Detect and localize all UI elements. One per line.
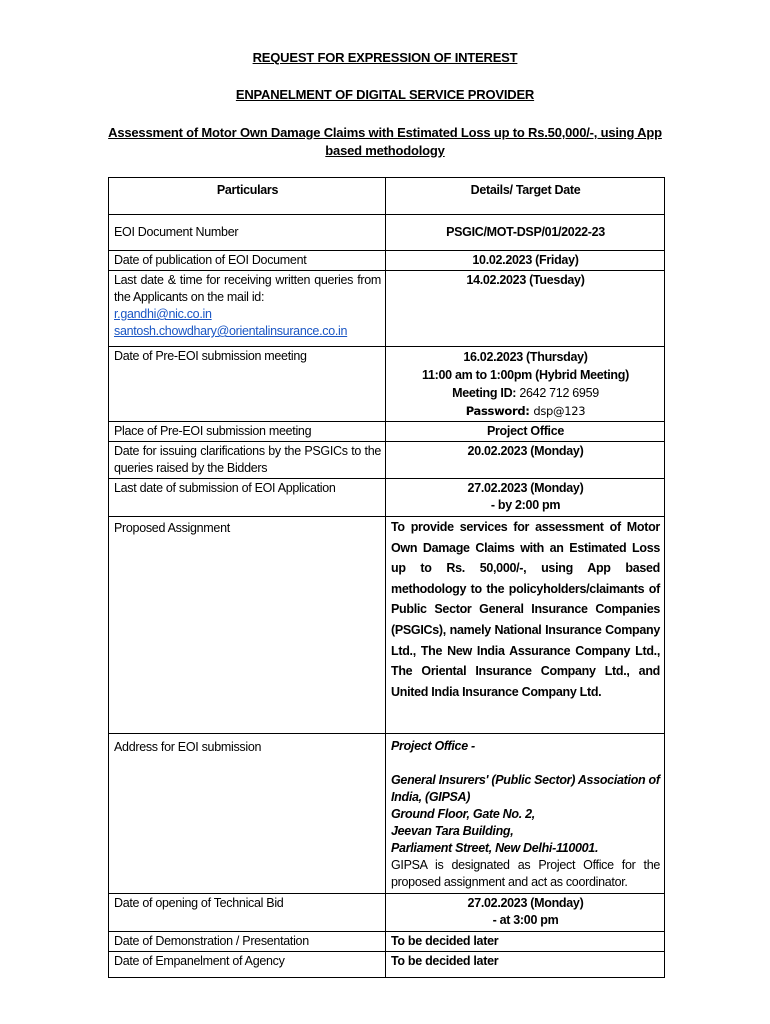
address-line: Project Office - [391, 739, 475, 753]
row-value: 14.02.2023 (Tuesday) [386, 271, 665, 347]
address-note: GIPSA is designated as Project Office for the proposed assignment and act as coordinator. [391, 858, 660, 889]
row-label: Date of Empanelment of Agency [109, 952, 386, 978]
table-row [109, 422, 665, 442]
header-particulars: Particulars [109, 178, 386, 215]
meeting-password: Password: dsp@123 [465, 404, 586, 418]
table-row [109, 734, 665, 894]
row-label: Last date of submission of EOI Application [109, 479, 386, 517]
row-value: 20.02.2023 (Monday) [386, 442, 665, 479]
meeting-time: 11:00 am to 1:00pm (Hybrid Meeting) [422, 368, 629, 382]
queries-label: Last date & time for receiving written queries from the Applicants on the mail id: [114, 273, 381, 304]
row-label: Date of Pre-EOI submission meeting [109, 347, 386, 422]
table-row [109, 251, 665, 271]
row-label: Place of Pre-EOI submission meeting [109, 422, 386, 442]
row-label [109, 271, 386, 347]
document-subtitle: ENPANELMENT OF DIGITAL SERVICE PROVIDER [235, 87, 535, 102]
row-label: Date of Demonstration / Presentation [109, 932, 386, 952]
row-value: 10.02.2023 (Friday) [386, 251, 665, 271]
table-row [109, 952, 665, 978]
row-value: Project Office [386, 422, 665, 442]
table-header-row [109, 178, 665, 215]
address-line: Ground Floor, Gate No. 2, [391, 807, 535, 821]
row-value: To provide services for assessment of Motor Own Damage Claims with an Estimated Loss up to Rs. 50,000/-, using App based methodology to the policyholders/claimants of Public Sector General Insurance Companies (PSGICs), namely National Insurance Company Ltd., The New India Assurance Company Ltd., The Oriental Insurance Company Ltd., and United India Insurance Company Ltd. [386, 517, 665, 734]
document-title: REQUEST FOR EXPRESSION OF INTEREST [252, 50, 518, 65]
row-label: Date of publication of EOI Document [109, 251, 386, 271]
email-link-chowdhary[interactable]: santosh.chowdhary@orientalinsurance.co.in [114, 324, 348, 338]
table-row [109, 517, 665, 734]
table-row [109, 442, 665, 479]
address-line: Parliament Street, New Delhi-110001. [391, 841, 599, 855]
table-row [109, 479, 665, 517]
row-label: Date of opening of Technical Bid [109, 894, 386, 932]
row-value [386, 734, 665, 894]
row-value: PSGIC/MOT-DSP/01/2022-23 [386, 215, 665, 251]
row-value: To be decided later [386, 932, 665, 952]
row-label: Address for EOI submission [109, 734, 386, 894]
table-row [109, 894, 665, 932]
address-line: Jeevan Tara Building, [391, 824, 514, 838]
table-row [109, 215, 665, 251]
table-row [109, 271, 665, 347]
row-label: EOI Document Number [109, 215, 386, 251]
address-line: General Insurers' (Public Sector) Association of India, (GIPSA) [391, 773, 660, 804]
header-details: Details/ Target Date [386, 178, 665, 215]
meeting-id: Meeting ID: 2642 712 6959 [452, 386, 599, 400]
table-row [109, 932, 665, 952]
document-scope: Assessment of Motor Own Damage Claims with Estimated Loss up to Rs.50,000/-, using App based methodology [108, 125, 662, 158]
table-row [109, 347, 665, 422]
email-link-gandhi[interactable]: r.gandhi@nic.co.in [114, 307, 212, 321]
row-value: 27.02.2023 (Monday) - at 3:00 pm [386, 894, 665, 932]
row-label: Date for issuing clarifications by the PSGICs to the queries raised by the Bidders [109, 442, 386, 479]
row-value: To be decided later [386, 952, 665, 978]
row-value [386, 347, 665, 422]
row-label: Proposed Assignment [109, 517, 386, 734]
row-value: 27.02.2023 (Monday) - by 2:00 pm [386, 479, 665, 517]
eoi-details-table [108, 177, 665, 978]
meeting-date: 16.02.2023 (Thursday) [463, 350, 588, 364]
